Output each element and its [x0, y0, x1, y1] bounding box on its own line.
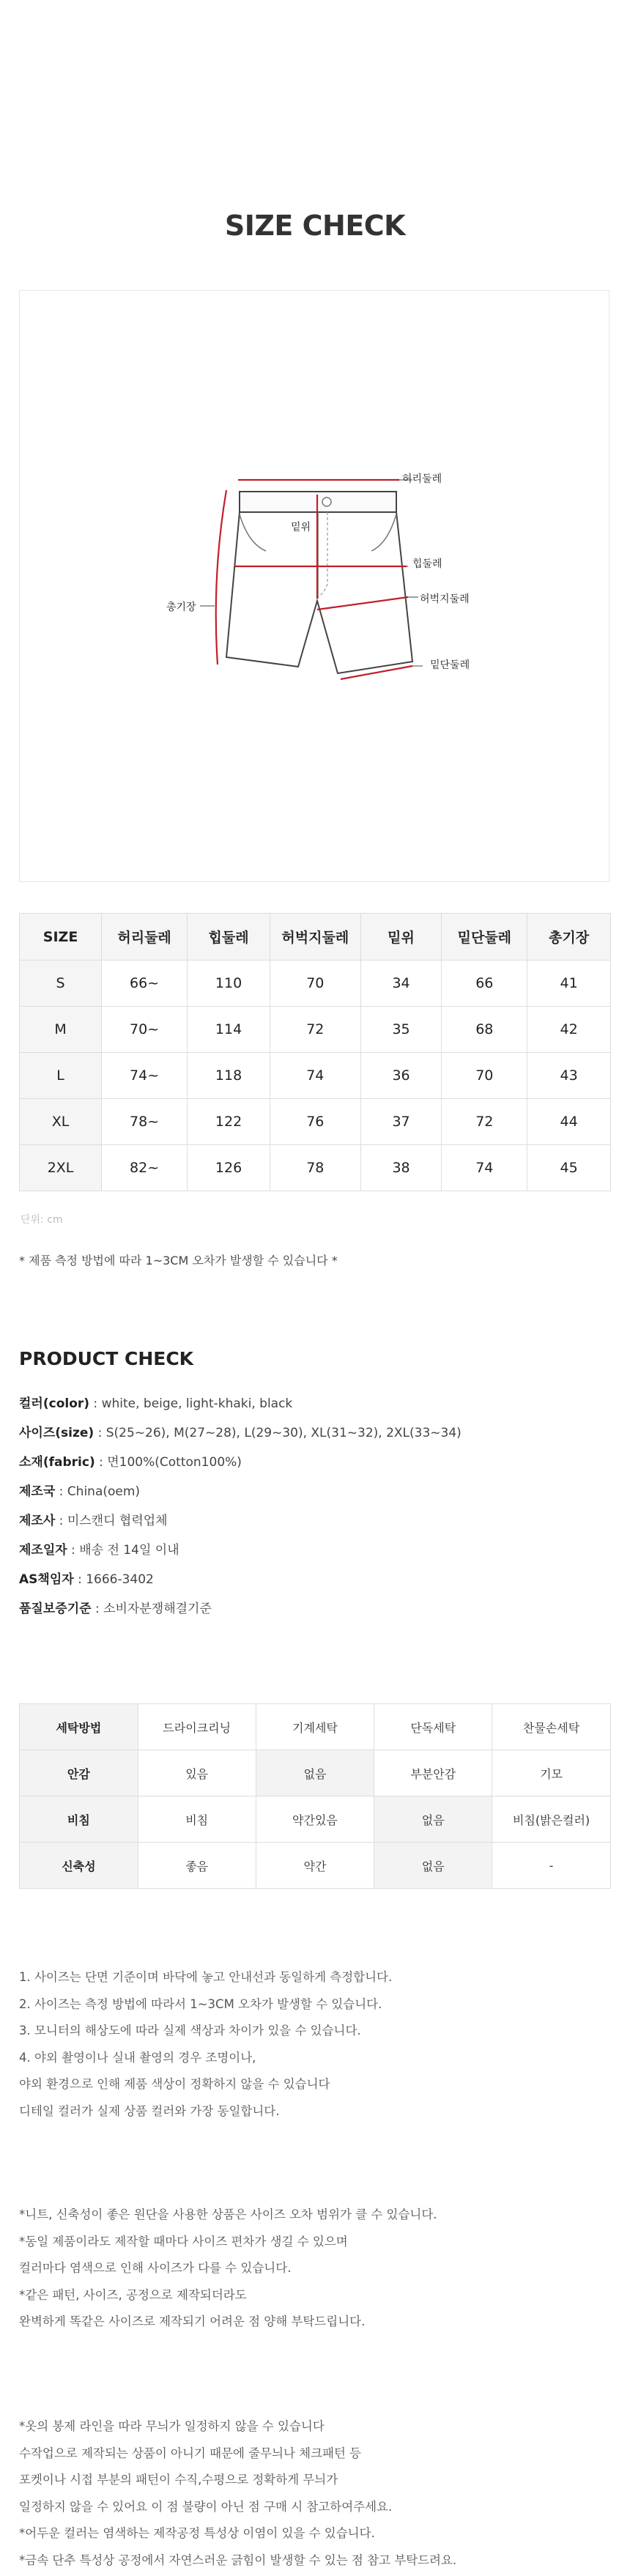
total-length-label: 총기장 — [166, 602, 196, 613]
header-cell: 허리둘레 — [102, 914, 188, 961]
table-cell: 114 — [188, 1007, 270, 1053]
care-cell-selected: 없음 — [374, 1796, 492, 1843]
header-cell: 밑단둘레 — [442, 914, 527, 961]
product-info-label: 소재(fabric) — [19, 1455, 95, 1470]
product-info-row — [19, 1571, 462, 1600]
size-cell: S — [20, 961, 102, 1007]
table-cell: 42 — [527, 1007, 611, 1053]
guide-line: 1. 사이즈는 단면 기준이며 바닥에 놓고 안내선과 동일하게 측정합니다. — [19, 1970, 393, 1984]
table-row — [20, 1099, 611, 1145]
table-cell: 37 — [360, 1099, 442, 1145]
table-cell: 72 — [270, 1007, 361, 1053]
shorts-outline — [226, 492, 412, 673]
header-cell: 밑위 — [360, 914, 442, 961]
guide-line: *금속 단추 특성상 공정에서 자연스러운 긁힘이 발생할 수 있는 점 참고 부탁드려요. — [19, 2553, 457, 2567]
table-row — [20, 961, 611, 1007]
table-cell: 70~ — [102, 1007, 188, 1053]
guide-line: *동일 제품이라도 제작할 때마다 사이즈 편차가 생길 수 있으며 — [19, 2234, 348, 2249]
table-cell: 35 — [360, 1007, 442, 1053]
thigh-label: 허벅지둘레 — [420, 593, 470, 605]
guide-line: 2. 사이즈는 측정 방법에 따라서 1~3CM 오차가 발생할 수 있습니다. — [19, 1996, 382, 2011]
care-row-label: 신축성 — [20, 1843, 138, 1889]
product-info-value: : 1666-3402 — [73, 1572, 154, 1587]
care-cell: 약간 — [256, 1843, 374, 1889]
product-info-label: AS책임자 — [19, 1572, 74, 1587]
product-info-row — [19, 1541, 462, 1571]
product-info-label: 사이즈(size) — [19, 1426, 94, 1440]
product-info-label: 제조사 — [19, 1514, 56, 1528]
guide-line: 완벽하게 똑같은 사이즈로 제작되기 어려운 점 양해 부탁드립니다. — [19, 2314, 366, 2328]
care-row — [20, 1843, 611, 1889]
product-info-label: 품질보증기준 — [19, 1602, 92, 1616]
table-cell: 66~ — [102, 961, 188, 1007]
care-cell: 부분안감 — [374, 1750, 492, 1796]
guide-line: 수작업으로 제작되는 상품이 아니기 때문에 줄무늬나 체크패턴 등 — [19, 2446, 362, 2460]
product-info-row — [19, 1600, 462, 1629]
guide-line: 3. 모니터의 해상도에 따라 실제 색상과 차이가 있을 수 있습니다. — [19, 2024, 361, 2038]
size-cell: XL — [20, 1099, 102, 1145]
guide-line: *같은 패턴, 사이즈, 공정으로 제작되더라도 — [19, 2287, 247, 2302]
guide-line: 컬러마다 염색으로 인해 사이즈가 다를 수 있습니다. — [19, 2261, 292, 2275]
care-cell: 약간있음 — [256, 1796, 374, 1843]
care-cell: 찬물손세탁 — [492, 1704, 611, 1750]
header-cell: 힙둘레 — [188, 914, 270, 961]
size-cell: M — [20, 1007, 102, 1053]
product-info-value: : 미스캔디 협력업체 — [55, 1514, 168, 1528]
header-cell: SIZE — [20, 914, 102, 961]
guide-line: 4. 야외 촬영이나 실내 촬영의 경우 조명이나, — [19, 2050, 256, 2065]
care-cell: 비침 — [138, 1796, 256, 1843]
table-cell: 38 — [360, 1145, 442, 1191]
product-info-row — [19, 1395, 462, 1424]
table-cell: 43 — [527, 1053, 611, 1099]
table-cell: 44 — [527, 1099, 611, 1145]
table-cell: 68 — [442, 1007, 527, 1053]
rise-label: 밑위 — [291, 522, 311, 533]
hem-label: 밑단둘레 — [430, 659, 470, 671]
care-cell: 드라이크리닝 — [138, 1704, 256, 1750]
product-info-value: : 소비자분쟁해결기준 — [91, 1602, 212, 1616]
care-cell: 기모 — [492, 1750, 611, 1796]
product-info-row — [19, 1483, 462, 1512]
guide-line: 디테일 컬러가 실제 상품 컬러와 가장 동일합니다. — [19, 2103, 280, 2118]
size-table-header — [20, 914, 611, 961]
table-cell: 74 — [442, 1145, 527, 1191]
table-cell: 72 — [442, 1099, 527, 1145]
guide-line: *어두운 컬러는 염색하는 제작공정 특성상 이염이 있을 수 있습니다. — [19, 2526, 375, 2540]
table-row — [20, 1145, 611, 1191]
table-cell: 70 — [442, 1053, 527, 1099]
care-cell: 있음 — [138, 1750, 256, 1796]
guide-line: 포켓이나 시접 부분의 패턴이 수직,수평으로 정확하게 무늬가 — [19, 2473, 338, 2487]
product-info-value: : 배송 전 14일 이내 — [67, 1543, 179, 1558]
guide-line: *옷의 봉제 라인을 따라 무늬가 일정하지 않을 수 있습니다 — [19, 2419, 325, 2433]
table-cell: 126 — [188, 1145, 270, 1191]
care-cell: - — [492, 1843, 611, 1889]
care-cell: 기계세탁 — [256, 1704, 374, 1750]
product-check-title: PRODUCT CHECK — [19, 1348, 194, 1369]
table-row — [20, 1053, 611, 1099]
product-info-row — [19, 1512, 462, 1541]
guide-section-3 — [19, 2413, 456, 2574]
care-cell: 단독세탁 — [374, 1704, 492, 1750]
table-cell: 34 — [360, 961, 442, 1007]
care-cell: 비침(밝은컬러) — [492, 1796, 611, 1843]
care-table — [19, 1703, 611, 1889]
header-cell: 허벅지둘레 — [270, 914, 361, 961]
guide-line: *니트, 신축성이 좋은 원단을 사용한 상품은 사이즈 오차 범위가 클 수 있습니다. — [19, 2207, 437, 2221]
care-cell: 좋음 — [138, 1843, 256, 1889]
care-cell-selected: 없음 — [256, 1750, 374, 1796]
care-row — [20, 1796, 611, 1843]
guide-section-2 — [19, 2202, 437, 2336]
table-cell: 76 — [270, 1099, 361, 1145]
product-info-label: 컬러(color) — [19, 1396, 90, 1411]
care-row — [20, 1704, 611, 1750]
product-info-row — [19, 1424, 462, 1454]
table-cell: 36 — [360, 1053, 442, 1099]
product-info-value: : China(oem) — [55, 1484, 141, 1499]
page-title: SIZE CHECK — [224, 210, 406, 242]
waist-label: 허리둘레 — [402, 473, 442, 485]
care-row-label: 안감 — [20, 1750, 138, 1796]
table-cell: 118 — [188, 1053, 270, 1099]
table-cell: 74 — [270, 1053, 361, 1099]
table-cell: 82~ — [102, 1145, 188, 1191]
care-row-label: 세탁방법 — [20, 1704, 138, 1750]
hip-label: 힙둘레 — [412, 558, 442, 570]
table-cell: 41 — [527, 961, 611, 1007]
care-cell-selected: 없음 — [374, 1843, 492, 1889]
table-cell: 122 — [188, 1099, 270, 1145]
product-info-label: 제조일자 — [19, 1543, 67, 1558]
size-cell: L — [20, 1053, 102, 1099]
care-row — [20, 1750, 611, 1796]
table-cell: 110 — [188, 961, 270, 1007]
shorts-illustration — [20, 291, 610, 883]
guide-line: 야외 환경으로 인해 제품 색상이 정확하지 않을 수 있습니다 — [19, 2077, 330, 2091]
size-table — [19, 913, 611, 1191]
size-diagram — [19, 290, 609, 882]
table-cell: 45 — [527, 1145, 611, 1191]
product-info-value: : S(25~26), M(27~28), L(29~30), XL(31~32), 2XL(33~34) — [94, 1426, 462, 1440]
product-info-value: : 면100%(Cotton100%) — [94, 1455, 242, 1470]
product-info-row — [19, 1454, 462, 1483]
care-row-label: 비침 — [20, 1796, 138, 1843]
table-cell: 66 — [442, 961, 527, 1007]
guide-section-1 — [19, 1964, 392, 2125]
header-cell: 총기장 — [527, 914, 611, 961]
product-info-label: 제조국 — [19, 1484, 56, 1499]
table-cell: 74~ — [102, 1053, 188, 1099]
measurement-note: * 제품 측정 방법에 따라 1~3CM 오차가 발생할 수 있습니다 * — [19, 1254, 338, 1267]
table-cell: 78 — [270, 1145, 361, 1191]
table-cell: 78~ — [102, 1099, 188, 1145]
product-info-value: : white, beige, light-khaki, black — [89, 1396, 293, 1411]
guide-line: 일정하지 않을 수 있어요 이 점 불량이 아닌 점 구매 시 참고하여주세요. — [19, 2499, 393, 2514]
unit-label: 단위: cm — [21, 1214, 63, 1226]
table-cell: 70 — [270, 961, 361, 1007]
table-row — [20, 1007, 611, 1053]
product-check-list — [19, 1395, 462, 1629]
size-cell: 2XL — [20, 1145, 102, 1191]
